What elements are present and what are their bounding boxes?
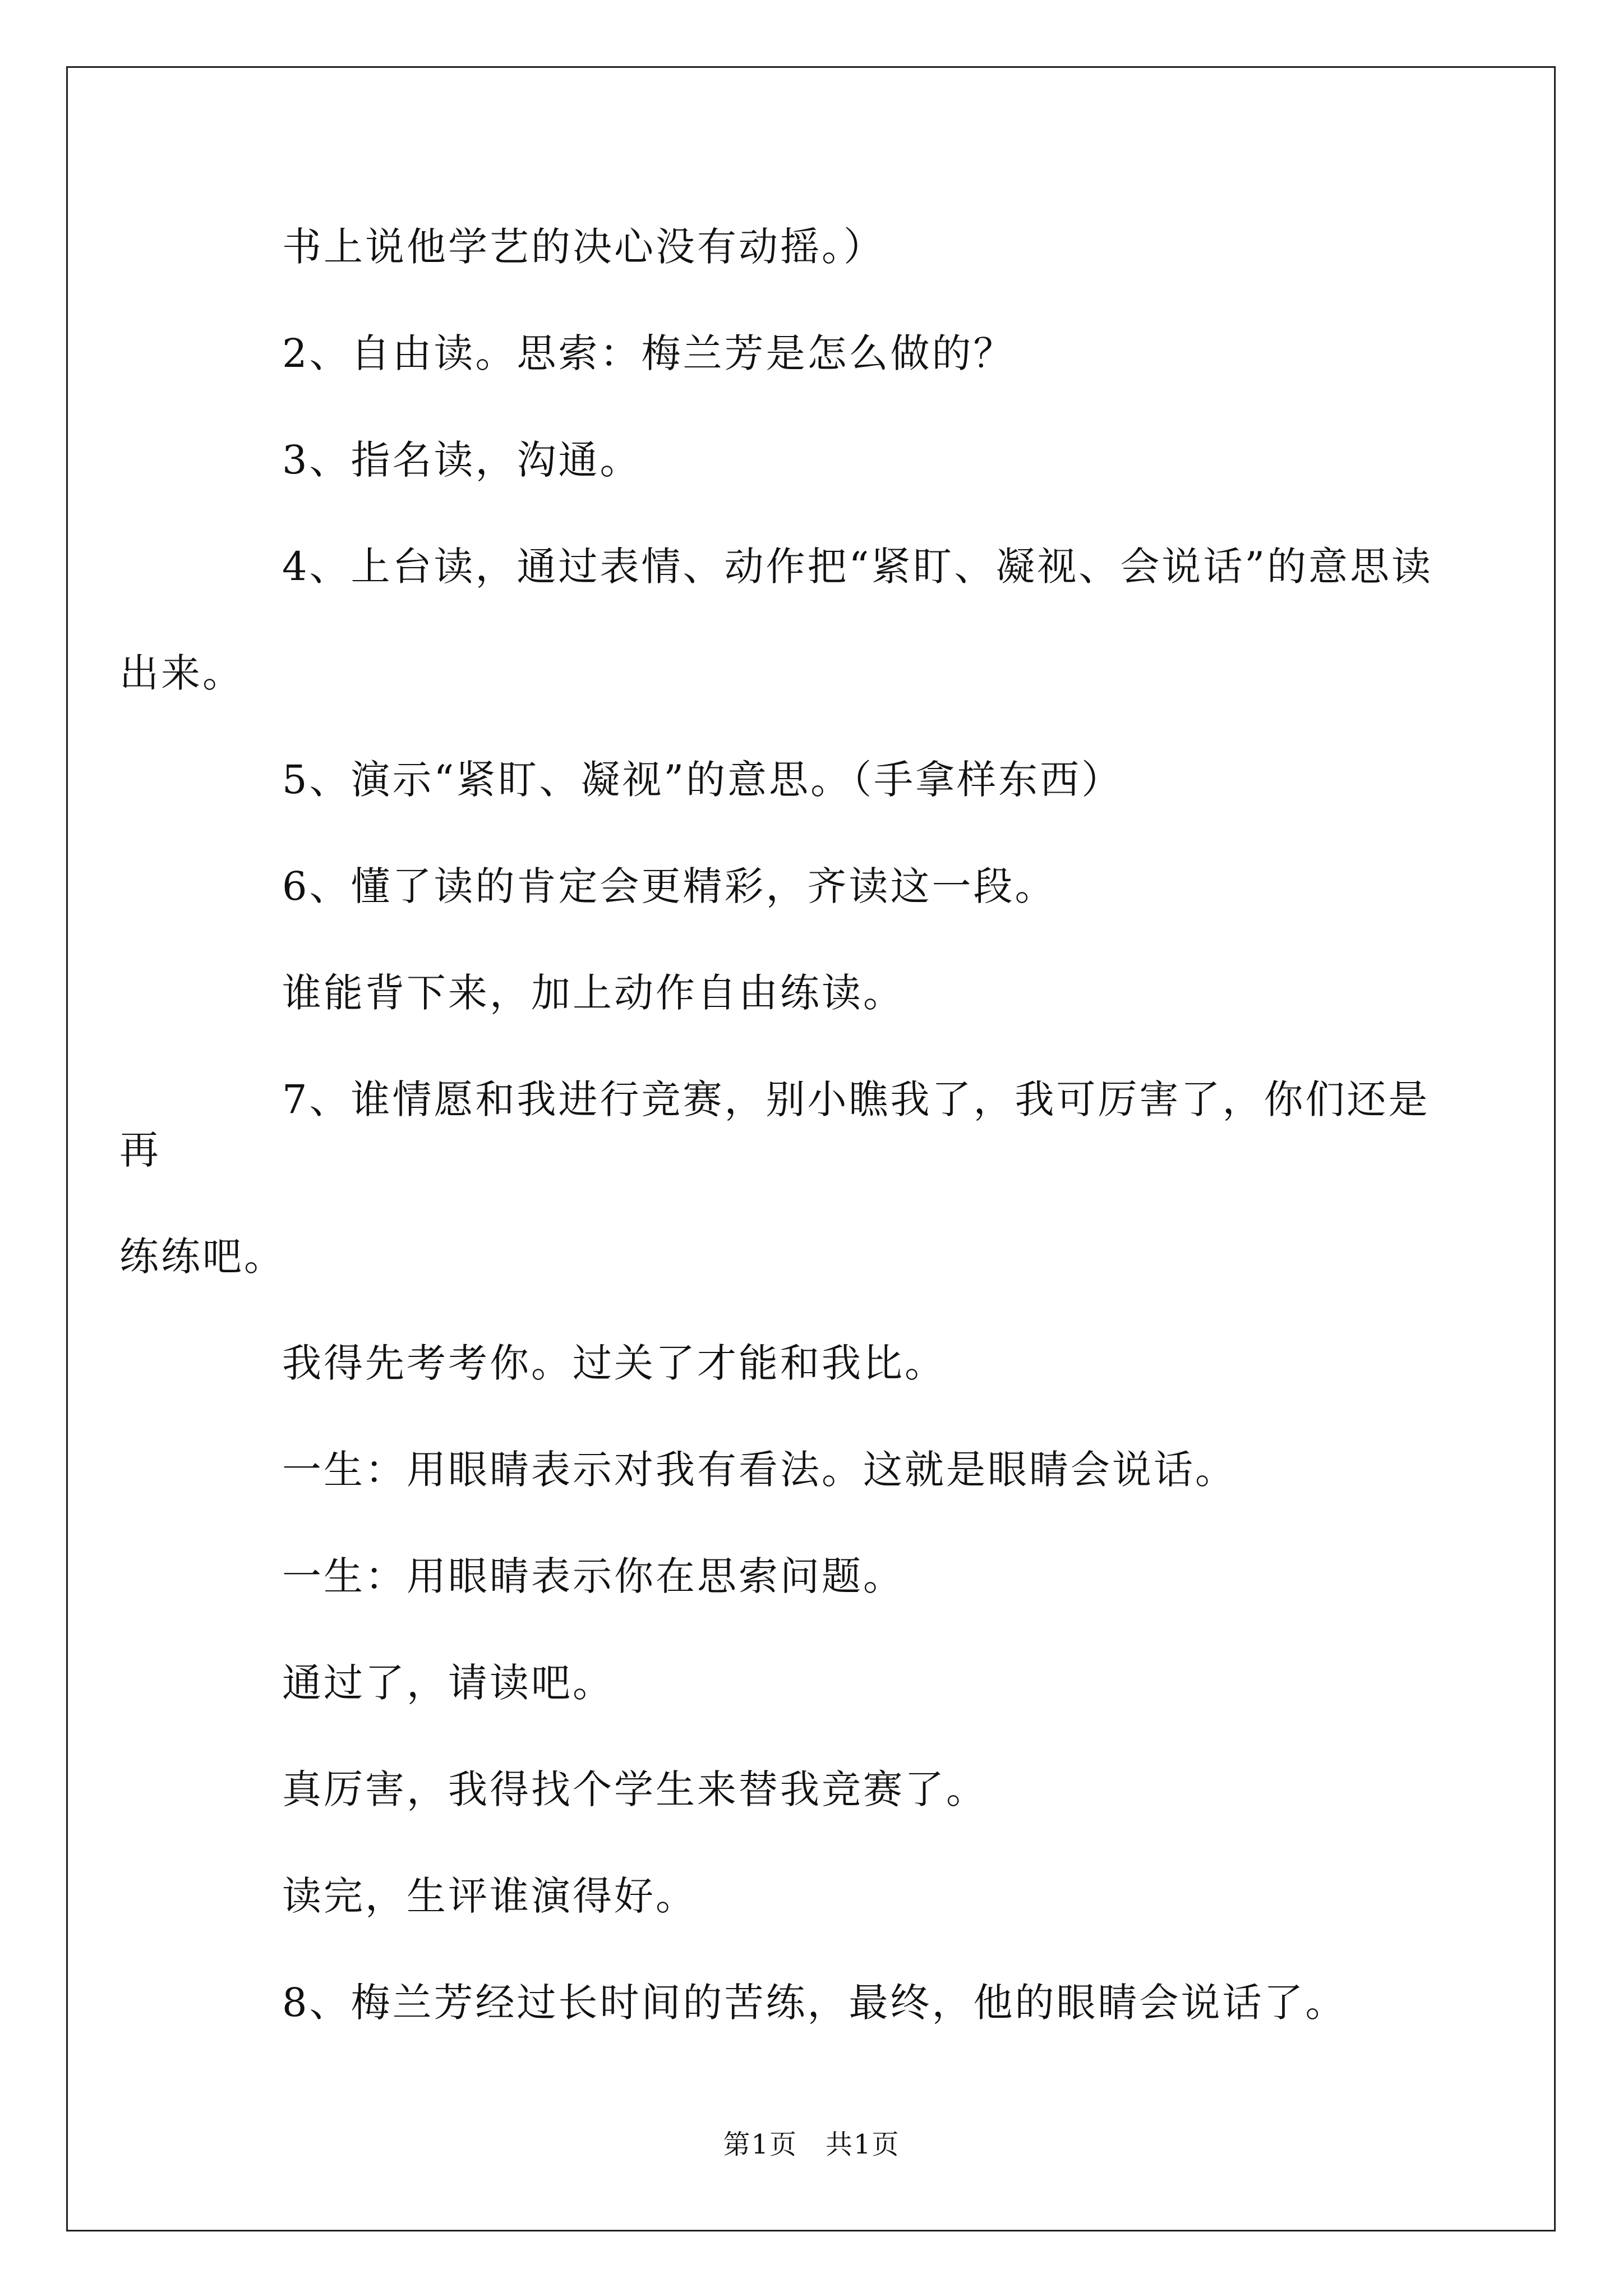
paragraph: 我得先考考你。过关了才能和我比。 xyxy=(282,1340,946,1386)
paragraph: 5、演示“紧盯、凝视”的意思。（手拿样东西） xyxy=(282,757,1123,803)
paragraph: 通过了，请读吧。 xyxy=(282,1660,614,1706)
paragraph: 一生：用眼睛表示对我有看法。这就是眼睛会说话。 xyxy=(282,1447,1237,1493)
paragraph-continuation: 练练吧。 xyxy=(119,1234,285,1280)
page-number: 第1页 xyxy=(723,2129,797,2160)
paragraph xyxy=(119,1074,1435,1282)
paragraph: 6、懂了读的肯定会更精彩，齐读这一段。 xyxy=(282,863,1057,909)
paragraph-line: 4、上台读，通过表情、动作把“紧盯、凝视、会说话”的意思读 xyxy=(282,544,1433,590)
page-total: 共1页 xyxy=(826,2129,900,2160)
paragraph: 一生：用眼睛表示你在思索问题。 xyxy=(282,1553,905,1599)
paragraph-line: 7、谁情愿和我进行竞赛，别小瞧我了，我可厉害了，你们还是再 xyxy=(119,1076,1430,1173)
paragraph: 书上说他学艺的决心没有动摇。） xyxy=(282,224,885,270)
paragraph: 谁能背下来，加上动作自由练读。 xyxy=(282,970,905,1016)
paragraph: 3、指名读，沟通。 xyxy=(282,437,642,483)
page-footer xyxy=(0,2129,1623,2160)
paragraph: 真厉害，我得找个学生来替我竞赛了。 xyxy=(282,1766,988,1812)
paragraph: 2、自由读。思索：梅兰芳是怎么做的？ xyxy=(282,330,1015,376)
document-body xyxy=(119,222,1435,2084)
paragraph: 8、梅兰芳经过长时间的苦练，最终，他的眼睛会说话了。 xyxy=(282,1980,1347,2026)
paragraph: 读完，生评谁演得好。 xyxy=(282,1873,697,1919)
paragraph xyxy=(119,541,1435,698)
paragraph-continuation: 出来。 xyxy=(119,650,244,696)
